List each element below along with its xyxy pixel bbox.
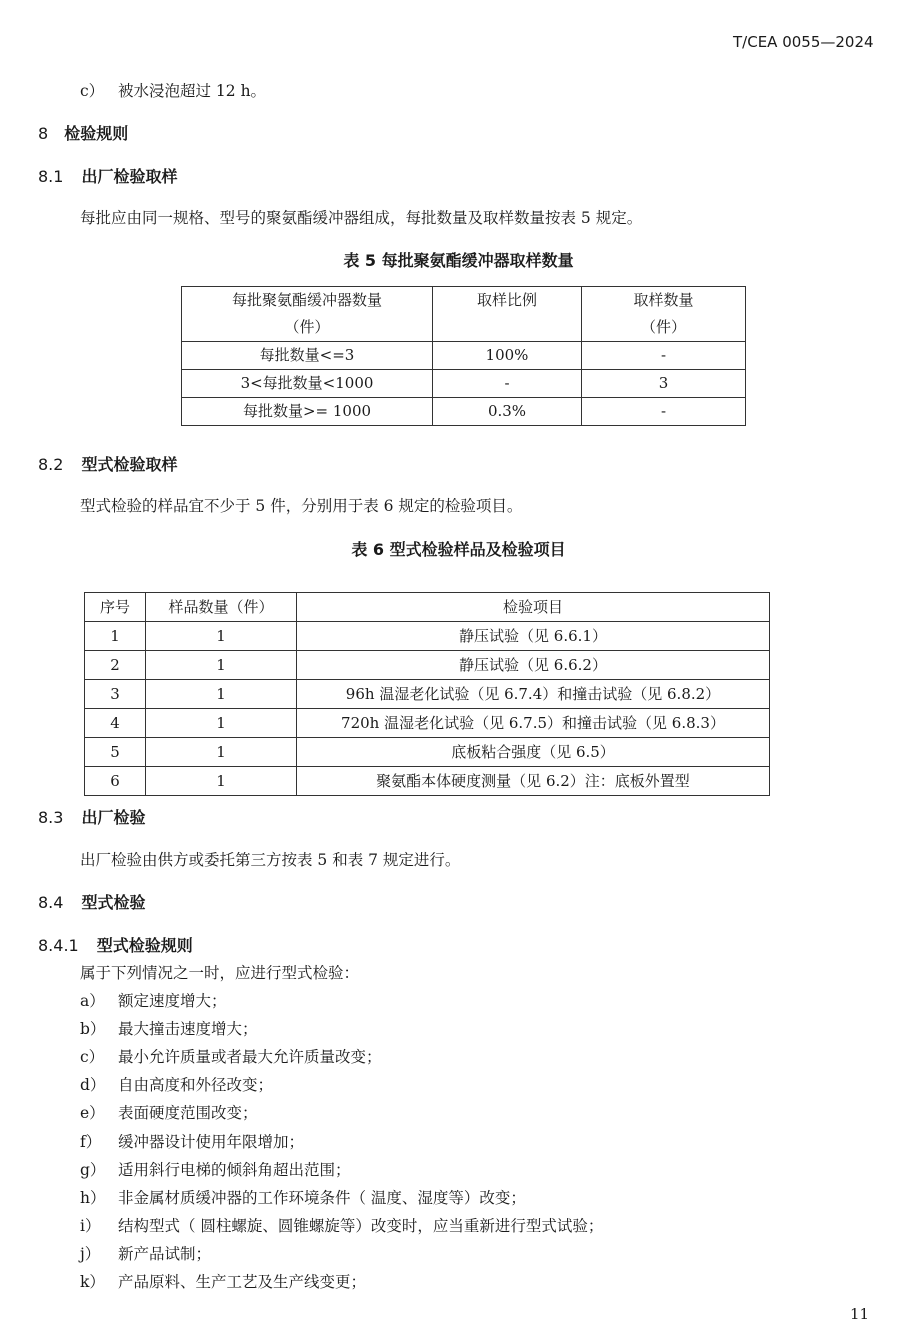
paragraph: 型式检验的样品宜不少于 5 件，分别用于表 6 规定的检验项目。 [80,497,523,515]
list-item [80,1017,258,1039]
header-line: 取样数量 [633,291,694,309]
table-cell: 底板粘合强度（见 6.5） [297,738,770,767]
list-item-label: i） [80,1217,101,1235]
list-item-text: 表面硬度范围改变； [118,1104,258,1122]
table-cell: - [582,398,746,426]
table-header-cell: 检验项目 [297,593,770,622]
header-line: （件） [284,318,330,336]
table-header-cell: 样品数量（件） [146,593,297,622]
table-row [85,738,770,767]
list-item-text: 额定速度增大； [118,992,227,1010]
table-cell: 每批数量<=3 [182,342,433,370]
table-cell: - [433,370,582,398]
table-header-row [85,593,770,622]
table-cell: 100% [433,342,582,370]
table-cell: 聚氨酯本体硬度测量（见 6.2）注：底板外置型 [297,767,770,796]
list-item-label: c） [80,82,105,100]
list-item [80,1045,382,1067]
list-item-text: 新产品试制； [118,1245,212,1263]
section-title: 型式检验 [81,893,146,912]
list-item-text: 被水浸泡超过 12 h。 [118,82,267,100]
table-cell: 2 [85,651,146,680]
section-heading-8-4 [38,890,145,913]
table-row [182,398,746,426]
table-row [85,709,770,738]
table-cell: 1 [146,709,297,738]
table-row [85,651,770,680]
table-row [182,370,746,398]
list-item [80,1242,211,1264]
document-id: T/CEA 0055—2024 [733,33,874,51]
table-row [85,622,770,651]
table-cell: 3 [582,370,746,398]
table-cell: 静压试验（见 6.6.2） [297,651,770,680]
list-item [80,1158,351,1180]
table-header-cell [182,287,433,342]
table-cell: 静压试验（见 6.6.1） [297,622,770,651]
section-number: 8.4 [38,893,64,912]
list-item [80,79,266,101]
section-heading-8-3 [38,805,145,828]
table-cell: 1 [146,651,297,680]
list-item-label: a） [80,992,105,1010]
list-item-text: 最大撞击速度增大； [118,1020,258,1038]
table-cell: 720h 温湿老化试验（见 6.7.5）和撞击试验（见 6.8.3） [297,709,770,738]
table-row [85,680,770,709]
list-item-label: k） [80,1273,105,1291]
table-cell: 1 [85,622,146,651]
table-row [85,767,770,796]
section-number: 8.4.1 [38,936,79,955]
list-item-label: d） [80,1076,106,1094]
table-cell: 4 [85,709,146,738]
section-title: 检验规则 [64,124,129,143]
table-cell: 5 [85,738,146,767]
list-item-text: 结构型式（ 圆柱螺旋、圆锥螺旋等）改变时，应当重新进行型式试验； [118,1217,604,1235]
section-number: 8.2 [38,455,64,474]
table-cell: 3<每批数量<1000 [182,370,433,398]
list-item-text: 非金属材质缓冲器的工作环境条件（ 温度、湿度等）改变； [118,1189,526,1207]
paragraph: 出厂检验由供方或委托第三方按表 5 和表 7 规定进行。 [80,851,461,869]
table-cell: - [582,342,746,370]
table-cell: 1 [146,738,297,767]
list-item-label: b） [80,1020,106,1038]
table-cell: 1 [146,767,297,796]
list-item-text: 最小允许质量或者最大允许质量改变； [118,1048,382,1066]
list-item-text: 自由高度和外径改变； [118,1076,274,1094]
section-title: 出厂检验取样 [81,167,178,186]
list-item-label: h） [80,1189,106,1207]
paragraph: 每批应由同一规格、型号的聚氨酯缓冲器组成，每批数量及取样数量按表 5 规定。 [80,209,643,227]
table-cell: 1 [146,622,297,651]
table-6 [84,592,770,796]
section-number: 8 [38,124,49,143]
list-item-text: 缓冲器设计使用年限增加； [118,1133,305,1151]
table-6-caption: 表 6 型式检验样品及检验项目 [351,540,566,559]
list-item [80,1101,258,1123]
list-item [80,1186,526,1208]
header-line: 每批聚氨酯缓冲器数量 [231,291,382,309]
table-row [182,342,746,370]
section-heading-8-2 [38,452,177,475]
table-header-cell [433,287,582,342]
list-item-label: g） [80,1161,106,1179]
list-item [80,989,227,1011]
section-heading-8-1 [38,164,177,187]
table-cell: 0.3% [433,398,582,426]
list-item [80,1270,366,1292]
table-header-cell [582,287,746,342]
header-line: 取样比例 [476,291,537,309]
table-header-row [182,287,746,342]
list-item [80,1130,304,1152]
page-number: 11 [850,1305,870,1323]
section-heading-8 [38,121,128,144]
header-line: （件） [640,318,686,336]
table-cell: 每批数量>= 1000 [182,398,433,426]
table-cell: 3 [85,680,146,709]
section-number: 8.3 [38,808,64,827]
section-title: 型式检验规则 [96,936,193,955]
section-title: 型式检验取样 [81,455,178,474]
list-item-label: j） [80,1245,101,1263]
table-cell: 1 [146,680,297,709]
table-5-caption: 表 5 每批聚氨酯缓冲器取样数量 [343,251,574,270]
list-item-label: f） [80,1133,102,1151]
list-item-text: 产品原料、生产工艺及生产线变更； [118,1273,367,1291]
table-cell: 96h 温湿老化试验（见 6.7.4）和撞击试验（见 6.8.2） [297,680,770,709]
section-heading-8-4-1 [38,933,193,956]
table-header-cell: 序号 [85,593,146,622]
paragraph: 属于下列情况之一时，应进行型式检验： [80,964,360,982]
list-item-text: 适用斜行电梯的倾斜角超出范围； [118,1161,351,1179]
list-item-label: c） [80,1048,105,1066]
table-5 [181,286,746,426]
table-cell: 6 [85,767,146,796]
section-title: 出厂检验 [81,808,146,827]
list-item [80,1073,273,1095]
list-item [80,1214,603,1236]
section-number: 8.1 [38,167,64,186]
list-item-label: e） [80,1104,105,1122]
